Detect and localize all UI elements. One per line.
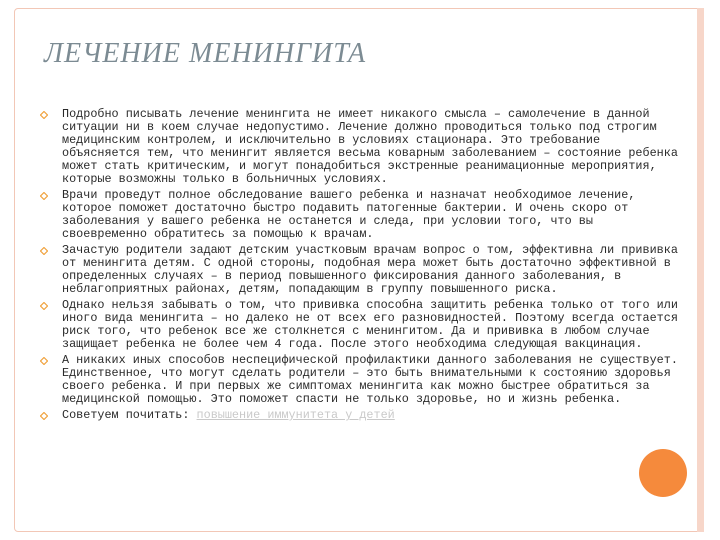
bullet-text: Врачи проведут полное обследование вашего ребенка и назначат необходимое лечение, которое поможет достаточно быстро подавить патогенные бактерии. И очень скоро от заболевания у вашего ребенка не останется и следа, при условии того, что вы своевременно обратитесь за помощью к врачам.	[62, 188, 636, 241]
bullet-text: Однако нельзя забывать о том, что прививка способна защитить ребенка только от того или иного вида менингита – но далеко не от всех его разновидностей. Поэтому всегда остается риск того, что ребенок все же столкнется с менингитом. Да и прививка в любом случае защищает ребенка не более чем 4 года. После этого необходима следующая вакцинация.	[62, 298, 678, 351]
diamond-bullet-icon	[40, 192, 48, 200]
list-item	[38, 409, 680, 422]
recommend-link[interactable]: повышение иммунитета у детей	[196, 408, 395, 422]
recommend-label: Советуем почитать:	[62, 408, 190, 422]
diamond-bullet-icon	[40, 412, 48, 420]
list-item	[38, 244, 680, 296]
diamond-bullet-icon	[40, 111, 48, 119]
frame-accent-bar	[697, 8, 704, 532]
diamond-bullet-icon	[40, 357, 48, 365]
diamond-bullet-icon	[40, 302, 48, 310]
decorative-circle	[639, 449, 687, 497]
list-item	[38, 299, 680, 351]
bullet-text: А никаких иных способов неспецифической профилактики данного заболевания не существует. Единственное, что могут сделать родители – это быть внимательными к состоянию здоровья своего ребенка. И при первых же симптомах менингита как можно быстрее обратиться за медицинской помощью. Это поможет спасти не только здоровье, но и жизнь ребенка.	[62, 353, 678, 406]
bullet-text: Подробно писывать лечение менингита не имеет никакого смысла – самолечение в данной ситуации ни в коем случае недопустимо. Лечение должно проводиться только под строгим медицинским контролем, и исключительно в условиях стационара. Это требование объясняется тем, что менингит является весьма коварным заболеванием – состояние ребенка может стать критическим, и могут понадобиться экстренные реанимационные мероприятия, которые возможны только в больничных условиях.	[62, 107, 678, 186]
bullet-list	[38, 108, 680, 425]
list-item	[38, 189, 680, 241]
list-item	[38, 108, 680, 186]
list-item	[38, 354, 680, 406]
bullet-text: Зачастую родители задают детским участковым врачам вопрос о том, эффективна ли прививка от менингита детям. С одной стороны, подобная мера может быть достаточно эффективной в определенных случаях – в период повышенного фиксирования данного заболевания, в неблагоприятных районах, детям, попадающим в группу повышенного риска.	[62, 243, 678, 296]
slide-title: ЛЕЧЕНИЕ МЕНИНГИТА	[44, 38, 367, 69]
diamond-bullet-icon	[40, 247, 48, 255]
